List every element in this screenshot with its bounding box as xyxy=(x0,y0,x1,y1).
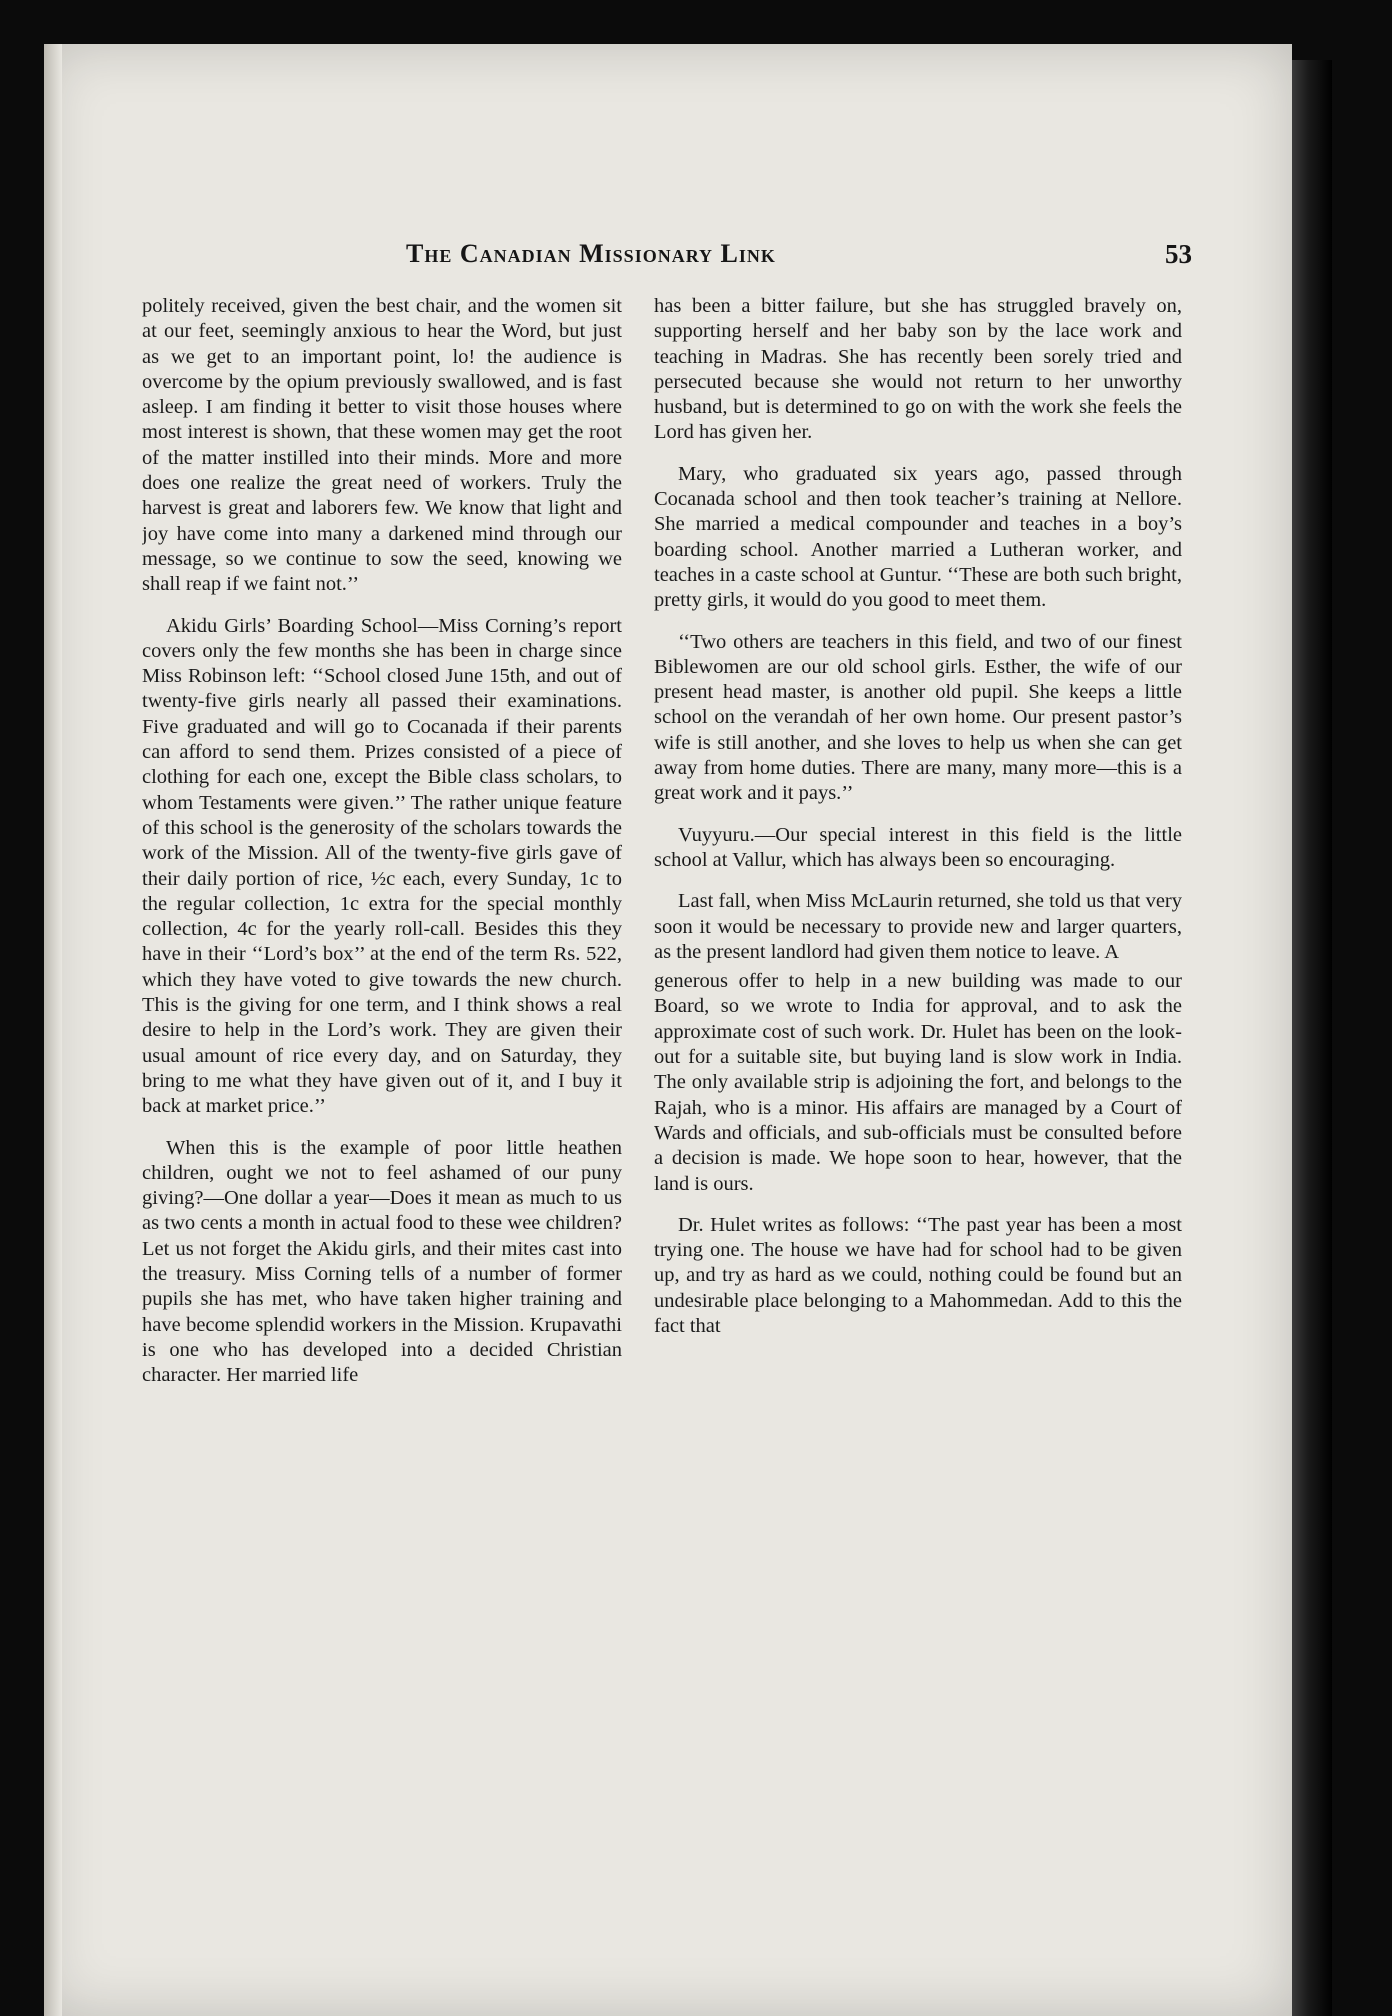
paragraph-krupavathi: has been a bitter failure, but she has struggled bravely on, supporting herself and her baby son by the lace work and teaching in Madras. She has recently been sorely tried and persecuted because she would not return to her unworthy husband, but is determined to go on with the work she feels the Lord has given her. xyxy=(654,295,1182,444)
paragraph-dr-hulet: Dr. Hulet writes as follows: ‘‘The past year has been a most trying one. The house we have had for school had to be given up, and try as hard as we could, nothing could be found but an undesirable place belonging to a Mahommedan. Add to this the fact that xyxy=(654,1213,1182,1337)
binding-gutter-shadow xyxy=(44,44,62,2016)
paragraph-vuyyuru: Vuyyuru.—Our special interest in this field is the little school at Vallur, which has always been so encouraging. xyxy=(654,823,1182,871)
paragraph-heathen-children: When this is the example of poor little heathen children, ought we not to feel ashamed of our puny giving?—One dollar a year—Does it mean as much to us as two cents a month in actual food to these wee children? Let us not forget the Akidu girls, and their mites cast into the treasury. Miss Corning tells of a number of former pupils she has met, who have taken higher training and have become splendid workers in the Mission. Krupavathi is one who has developed into a decided Christian character. Her married life xyxy=(142,1136,622,1387)
paragraph-last-fall: Last fall, when Miss McLaurin returned, she told us that very soon it would be necessary to provide new and larger quarters, as the present landlord had given them notice to leave. A xyxy=(654,890,1182,963)
running-header xyxy=(44,239,1292,279)
paragraph-akidu-school: Akidu Girls’ Boarding School—Miss Corning’s report covers only the few months she has been in charge since Miss Robinson left: ‘‘School closed June 15th, and out of twenty-five girls nearly all passed their examinations. Five graduated and will go to Cocanada if their parents can afford to send them. Prizes consisted of a piece of clothing for each one, except the Bible class scholars, to whom Testaments were given.’’ The rather unique feature of this school is the generosity of the scholars towards the work of the Mission. All of the twenty-five girls gave of their daily portion of rice, ½c each, every Sunday, 1c to the regular collection, 1c extra for the special monthly collection, 4c for the yearly roll-call. Besides this they have in their ‘‘Lord’s box’’ at the end of the term Rs. 522, which they have voted to give towards the new church. This is the giving for one term, and I think shows a real desire to help in the Lord’s work. They are given their usual amount of rice every day, and on Saturday, they bring to me what they have given out of it, and I buy it back at market price.’’ xyxy=(142,614,622,1118)
paragraph-opium-visits: politely received, given the best chair, and the women sit at our feet, seemingly anxious to hear the Word, but just as we get to an important point, lo! the audience is overcome by the opium previously swallowed, and is fast asleep. I am finding it better to visit those houses where most interest is shown, that these women may get the root of the matter instilled into their minds. More and more does one realize the great need of workers. Truly the harvest is great and laborers few. We know that light and joy have come into many a darkened mind through our message, so we continue to sow the seed, knowing we shall reap if we faint not.’’ xyxy=(142,295,622,596)
magazine-page xyxy=(44,44,1292,2016)
paragraph-mary: Mary, who graduated six years ago, passed through Cocanada school and then took teacher’s training at Nellore. She married a medical compounder and teaches in a boy’s boarding school. Another married a Lutheran worker, and teaches in a caste school at Guntur. ‘‘These are both such bright, pretty girls, it would do you good to meet them. xyxy=(654,462,1182,612)
page-stack-edge xyxy=(1292,60,1332,2016)
page-number: 53 xyxy=(1165,239,1192,269)
right-text-column xyxy=(654,294,1182,1914)
paragraph-generous-offer: generous offer to help in a new building was made to our Board, so we wrote to India for approval, and to ask the approximate cost of such work. Dr. Hulet has been on the look-out for a suitable site, but buying land is slow work in India. The only available strip is adjoining the fort, and belongs to the Rajah, who is a minor. His affairs are managed by a Court of Wards and officials, and sub-officials must be consulted before a decision is made. We hope soon to hear, however, that the land is ours. xyxy=(654,970,1182,1195)
publication-title: The Canadian Missionary Link xyxy=(406,239,776,268)
paragraph-two-others: ‘‘Two others are teachers in this field, and two of our finest Biblewomen are our old school girls. Esther, the wife of our present head master, is another old pupil. She keeps a little school on the verandah of her own home. Our present pastor’s wife is still another, and she loves to help us when she can get away from home duties. There are many, many more—this is a great work and it pays.’’ xyxy=(654,630,1182,805)
left-text-column xyxy=(142,294,622,1914)
